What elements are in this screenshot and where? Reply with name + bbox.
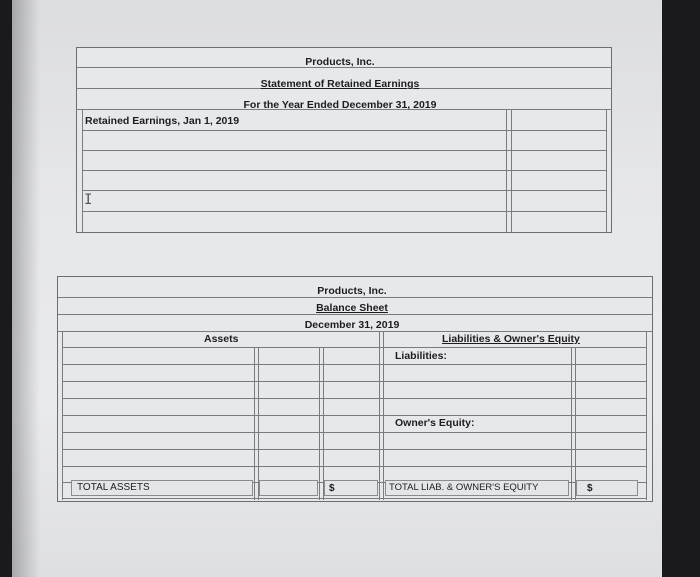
- bs-row-divider: [62, 347, 646, 348]
- re-right-border: [606, 110, 607, 232]
- bs-header-divider-3: [58, 331, 652, 332]
- bs-right-border: [646, 332, 647, 500]
- total-assets-label-box: [71, 480, 253, 496]
- bs-assets-col-divider: [323, 347, 324, 500]
- total-assets-label: TOTAL ASSETS: [77, 482, 150, 493]
- total-liab-equity-label: TOTAL LIAB. & OWNER'S EQUITY: [389, 482, 539, 493]
- re-amount-input[interactable]: [513, 131, 605, 149]
- owners-equity-label: Owner's Equity:: [395, 417, 475, 429]
- liabilities-equity-header: Liabilities & Owner's Equity: [442, 333, 580, 345]
- paper-shadow: [12, 0, 40, 577]
- bs-row-divider: [62, 432, 646, 433]
- bs-company-name: Products, Inc.: [317, 285, 387, 297]
- re-description-input[interactable]: [84, 131, 505, 149]
- assets-header: Assets: [204, 333, 239, 345]
- re-beginning-balance-label: Retained Earnings, Jan 1, 2019: [85, 115, 240, 127]
- bs-row-divider: [62, 364, 646, 365]
- bs-liab-col-divider: [571, 347, 572, 500]
- bs-row-divider: [62, 449, 646, 450]
- bs-center-divider: [379, 332, 380, 500]
- bs-statement-title: Balance Sheet: [316, 302, 388, 314]
- total-assets-amount-input[interactable]: [324, 480, 378, 496]
- re-row-divider: [82, 150, 607, 151]
- bs-row-divider: [62, 498, 646, 499]
- re-description-input[interactable]: [84, 191, 505, 210]
- bs-header-divider-2: [58, 314, 652, 315]
- bs-row-divider: [62, 466, 646, 467]
- re-period: For the Year Ended December 31, 2019: [243, 99, 437, 111]
- bs-row-divider: [62, 381, 646, 382]
- re-statement-title: Statement of Retained Earnings: [260, 78, 420, 90]
- bs-center-divider: [383, 332, 384, 500]
- total-liab-currency: $: [587, 483, 593, 494]
- bs-header-divider-1: [58, 297, 652, 298]
- bs-assets-col-divider: [254, 347, 255, 500]
- bs-assets-col-divider: [319, 347, 320, 500]
- total-liab-label-box: [385, 480, 569, 496]
- re-row-divider: [82, 170, 607, 171]
- liabilities-label: Liabilities:: [395, 350, 447, 362]
- bs-liab-col-divider: [575, 347, 576, 500]
- bs-row-divider: [62, 398, 646, 399]
- total-assets-currency: $: [329, 483, 335, 494]
- total-assets-blank-cell[interactable]: [259, 480, 318, 496]
- re-row-divider: [82, 211, 607, 212]
- total-liab-equity-amount-input[interactable]: [576, 480, 638, 496]
- re-left-border: [82, 110, 83, 232]
- re-column-divider: [511, 110, 512, 232]
- bs-row-divider: [62, 415, 646, 416]
- re-company-name: Products, Inc.: [305, 56, 375, 68]
- bs-assets-col-divider: [258, 347, 259, 500]
- text-cursor-icon: I: [84, 192, 93, 208]
- re-column-divider: [506, 110, 507, 232]
- bs-left-border: [62, 332, 63, 500]
- bs-date: December 31, 2019: [304, 319, 400, 331]
